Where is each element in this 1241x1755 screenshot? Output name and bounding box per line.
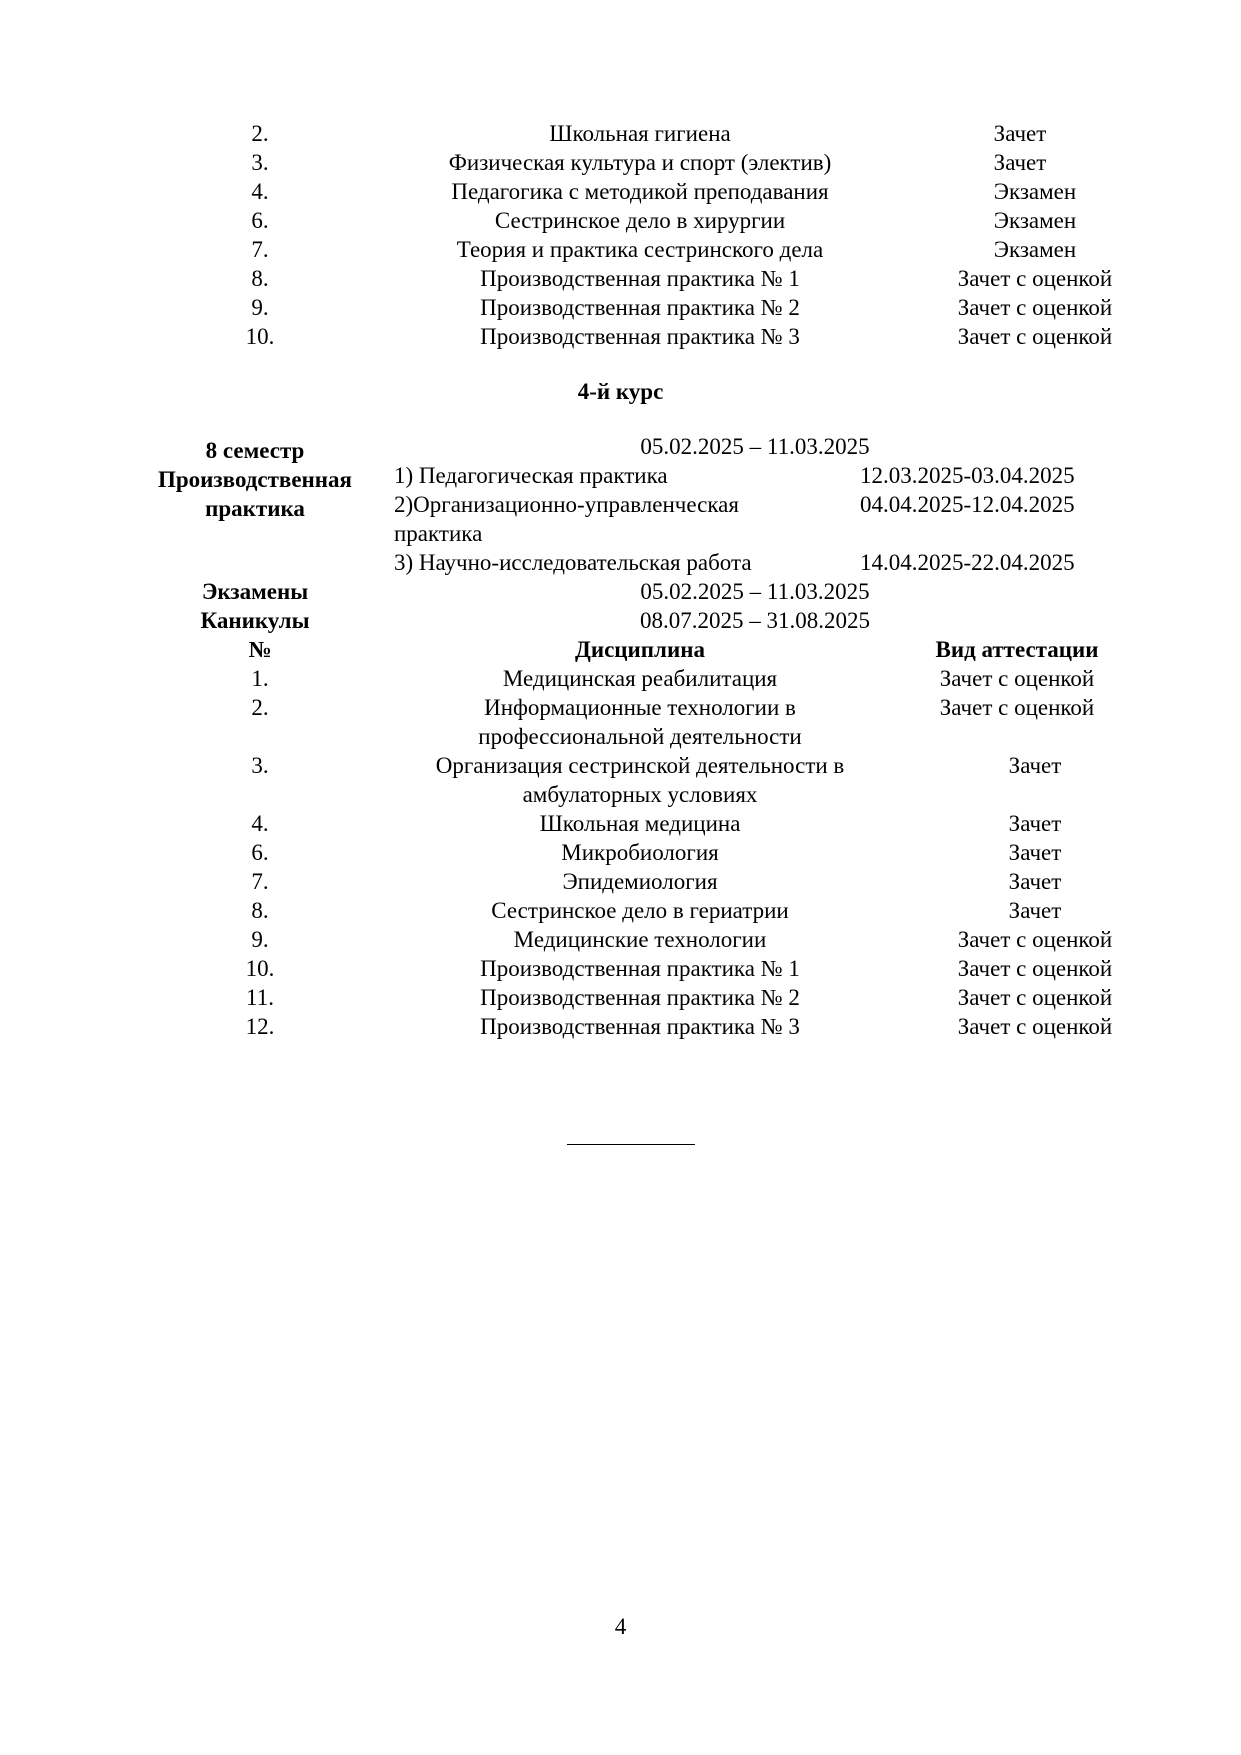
row-number: 6. xyxy=(251,840,269,865)
row-discipline-cont: амбулаторных условиях xyxy=(522,782,758,807)
row-discipline: Производственная практика № 2 xyxy=(480,295,800,320)
row-number: 3. xyxy=(251,150,269,175)
practice-item-dates: 12.03.2025-03.04.2025 xyxy=(860,463,1075,488)
exams-period: 05.02.2025 – 11.03.2025 xyxy=(640,579,870,604)
table-row-cont xyxy=(0,722,1241,751)
row-discipline: Педагогика с методикой преподавания xyxy=(451,179,829,204)
row-number: 8. xyxy=(251,266,269,291)
table-row xyxy=(0,264,1241,293)
table-header-row xyxy=(0,635,1241,664)
row-discipline: Информационные технологии в xyxy=(484,695,796,720)
row-number: 9. xyxy=(251,295,269,320)
row-attestation: Зачет с оценкой xyxy=(957,295,1113,320)
row-number: 9. xyxy=(251,927,269,952)
exams-label: Экзамены xyxy=(201,579,309,604)
row-discipline: Школьная медицина xyxy=(539,811,741,836)
row-attestation: Зачет xyxy=(1008,898,1062,923)
row-number: 10. xyxy=(245,956,275,981)
row-number: 10. xyxy=(245,324,275,349)
row-number: 11. xyxy=(246,985,274,1010)
row-discipline: Производственная практика № 3 xyxy=(480,1014,800,1039)
course-title: 4-й курс xyxy=(577,379,664,404)
row-attestation: Зачет с оценкой xyxy=(957,985,1113,1010)
row-attestation: Зачет с оценкой xyxy=(957,1014,1113,1039)
table-row xyxy=(0,925,1241,954)
row-discipline: Производственная практика № 1 xyxy=(480,266,800,291)
row-discipline: Сестринское дело в гериатрии xyxy=(491,898,789,923)
practice-item-name: 3) Научно-исследовательская работа xyxy=(394,550,752,575)
row-attestation: Зачет xyxy=(993,121,1047,146)
holidays-period: 08.07.2025 – 31.08.2025 xyxy=(640,608,870,633)
table-row xyxy=(0,206,1241,235)
table-row xyxy=(0,809,1241,838)
row-discipline: Производственная практика № 3 xyxy=(480,324,800,349)
practice-label-line1: Производственная xyxy=(158,467,352,492)
end-rule xyxy=(567,1144,695,1145)
practice-item-dates: 04.04.2025-12.04.2025 xyxy=(860,492,1075,517)
row-discipline: Организация сестринской деятельности в xyxy=(435,753,845,778)
table-row xyxy=(0,664,1241,693)
table-row xyxy=(0,693,1241,722)
table-row xyxy=(0,177,1241,206)
row-discipline: Сестринское дело в хирургии xyxy=(494,208,786,233)
table-row xyxy=(0,896,1241,925)
header-attestation: Вид аттестации xyxy=(935,637,1099,662)
table-row xyxy=(0,983,1241,1012)
table-row xyxy=(0,293,1241,322)
row-discipline: Теория и практика сестринского дела xyxy=(456,237,824,262)
table-row xyxy=(0,119,1241,148)
row-attestation: Экзамен xyxy=(993,208,1077,233)
row-attestation: Зачет xyxy=(1008,811,1062,836)
row-number: 3. xyxy=(251,753,269,778)
row-discipline: Эпидемиология xyxy=(562,869,718,894)
practice-item-name: 2)Организационно-управленческая xyxy=(394,492,739,517)
semester-period: 05.02.2025 – 11.03.2025 xyxy=(640,434,870,459)
row-attestation: Зачет с оценкой xyxy=(957,927,1113,952)
row-discipline: Производственная практика № 2 xyxy=(480,985,800,1010)
header-number: № xyxy=(248,637,272,662)
row-discipline: Производственная практика № 1 xyxy=(480,956,800,981)
row-number: 2. xyxy=(251,121,269,146)
table-row xyxy=(0,954,1241,983)
row-discipline: Физическая культура и спорт (электив) xyxy=(448,150,832,175)
holidays-label: Каникулы xyxy=(200,608,310,633)
table-row xyxy=(0,322,1241,351)
row-attestation: Зачет xyxy=(1008,869,1062,894)
row-number: 7. xyxy=(251,869,269,894)
row-number: 6. xyxy=(251,208,269,233)
row-number: 1. xyxy=(251,666,269,691)
practice-item-name: 1) Педагогическая практика xyxy=(394,463,668,488)
page-number: 4 xyxy=(614,1614,627,1639)
row-number: 8. xyxy=(251,898,269,923)
row-number: 4. xyxy=(251,811,269,836)
row-attestation: Зачет xyxy=(1008,753,1062,778)
table-row-cont xyxy=(0,780,1241,809)
row-discipline-cont: профессиональной деятельности xyxy=(478,724,802,749)
row-discipline: Медицинские технологии xyxy=(513,927,767,952)
table-row xyxy=(0,235,1241,264)
row-attestation: Зачет с оценкой xyxy=(939,666,1095,691)
row-attestation: Экзамен xyxy=(993,237,1077,262)
row-attestation: Зачет xyxy=(993,150,1047,175)
row-attestation: Зачет с оценкой xyxy=(957,266,1113,291)
row-attestation: Зачет с оценкой xyxy=(957,956,1113,981)
row-number: 4. xyxy=(251,179,269,204)
table-row xyxy=(0,148,1241,177)
table-row xyxy=(0,867,1241,896)
row-discipline: Школьная гигиена xyxy=(549,121,731,146)
row-discipline: Медицинская реабилитация xyxy=(502,666,778,691)
header-discipline: Дисциплина xyxy=(575,637,705,662)
table-row xyxy=(0,838,1241,867)
practice-item-name-cont: практика xyxy=(394,521,483,546)
practice-item-dates: 14.04.2025-22.04.2025 xyxy=(860,550,1075,575)
practice-label-line2: практика xyxy=(205,496,305,521)
row-discipline: Микробиология xyxy=(561,840,719,865)
row-attestation: Зачет с оценкой xyxy=(957,324,1113,349)
row-number: 7. xyxy=(251,237,269,262)
row-number: 2. xyxy=(251,695,269,720)
table-row xyxy=(0,1012,1241,1041)
row-attestation: Зачет xyxy=(1008,840,1062,865)
semester-label: 8 семестр xyxy=(205,438,305,463)
row-attestation: Экзамен xyxy=(993,179,1077,204)
row-attestation: Зачет с оценкой xyxy=(939,695,1095,720)
table-row xyxy=(0,751,1241,780)
row-number: 12. xyxy=(245,1014,275,1039)
